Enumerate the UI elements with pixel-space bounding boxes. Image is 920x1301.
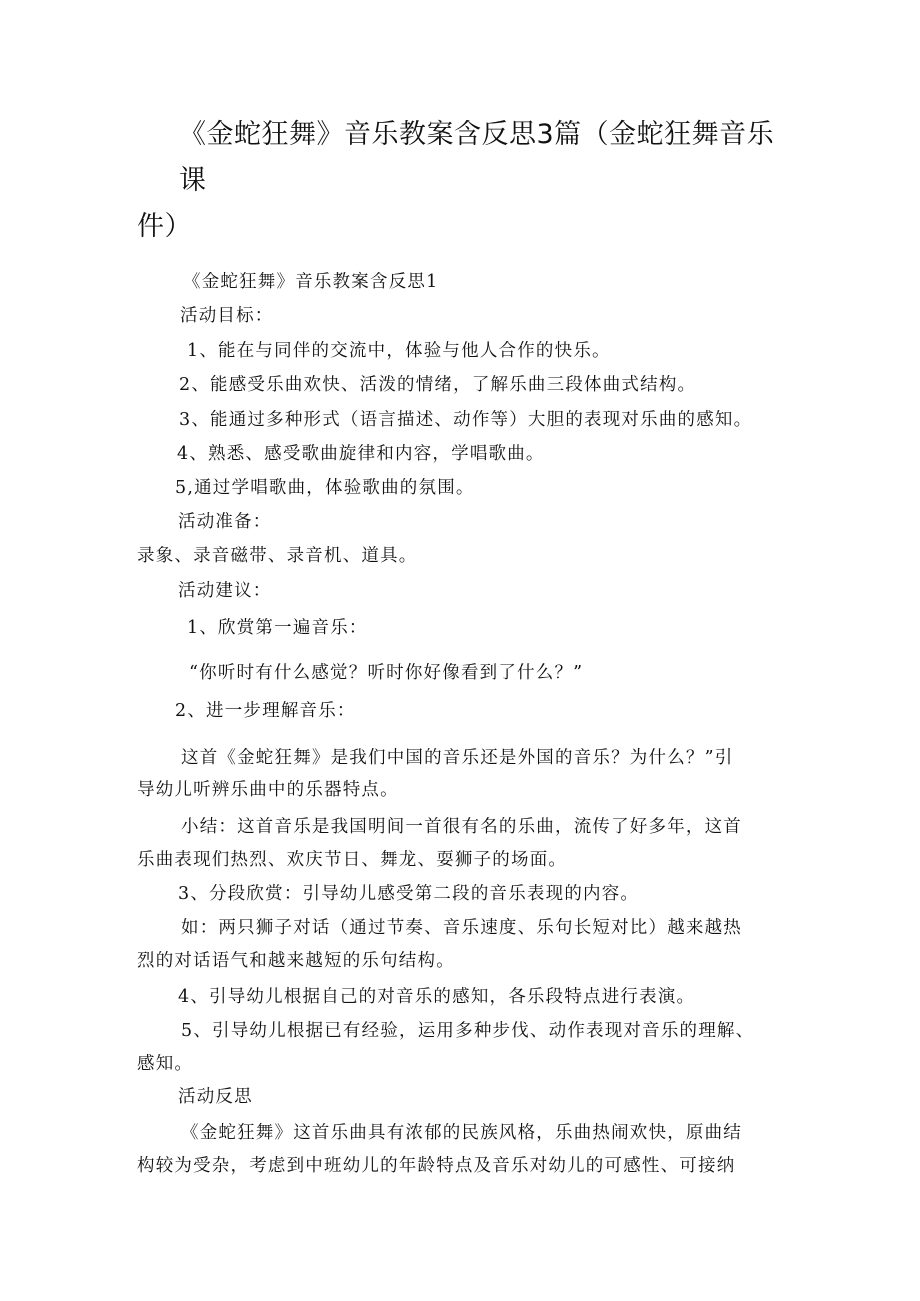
reflect-line-2: 构较为受杂，考虑到中班幼儿的年龄特点及音乐对幼儿的可感性、可接纳 (137, 1156, 736, 1176)
step-2: 2、进一步理解音乐： (175, 701, 356, 721)
suggest-heading: 活动建议： (178, 581, 272, 601)
step-1-quote: “你听时有什么感觉？听时你好像看到了什么？” (189, 663, 584, 683)
step-3-text-line-2: 烈的对话语气和越来越短的乐句结构。 (137, 951, 455, 971)
step-5-line-1: 5、引导幼儿根据已有经验，运用多种步伐、动作表现对音乐的理解、 (181, 1021, 755, 1041)
goal-item: 3、能通过多种形式（语言描述、动作等）大胆的表现对乐曲的感知。 (179, 410, 753, 430)
summary-line-2: 乐曲表现们热烈、欢庆节日、舞龙、耍狮子的场面。 (137, 850, 568, 870)
step-2-text-line-1: 这首《金蛇狂舞》是我们中国的音乐还是外国的音乐？为什么？”引 (181, 748, 734, 768)
document-title (137, 112, 777, 250)
goal-item: 5,通过学唱歌曲，体验歌曲的氛围。 (175, 478, 475, 498)
goals-heading: 活动目标： (180, 306, 274, 326)
prep-heading: 活动准备： (178, 512, 272, 532)
step-1: 1、欣赏第一遍音乐： (187, 618, 368, 638)
reflect-heading: 活动反思 (178, 1087, 253, 1107)
goal-item: 1、能在与同伴的交流中，体验与他人合作的快乐。 (187, 341, 611, 361)
goal-item: 2、能感受乐曲欢快、活泼的情绪，了解乐曲三段体曲式结构。 (179, 375, 697, 395)
reflect-line-1: 《金蛇狂舞》这首乐曲具有浓郁的民族风格，乐曲热闹欢快，原曲结 (181, 1123, 742, 1143)
goal-item: 4、熟悉、感受歌曲旋律和内容，学唱歌曲。 (177, 444, 545, 464)
step-2-text-line-2: 导幼儿听辨乐曲中的乐器特点。 (137, 780, 399, 800)
step-3: 3、分段欣赏：引导幼儿感受第二段的音乐表现的内容。 (178, 884, 640, 904)
title-line-2: 件） (137, 211, 192, 242)
summary-line-1: 小结：这首音乐是我国明间一首很有名的乐曲，流传了好多年，这首 (181, 817, 742, 837)
title-line-1: 《金蛇狂舞》音乐教案含反思3篇（金蛇狂舞音乐课 (179, 119, 775, 196)
section-heading: 《金蛇狂舞》音乐教案含反思1 (183, 272, 439, 292)
prep-text: 录象、录音磁带、录音机、道具。 (137, 546, 418, 566)
step-4: 4、引导幼儿根据自己的对音乐的感知，各乐段特点进行表演。 (178, 987, 696, 1007)
step-5-line-2: 感知。 (137, 1054, 194, 1074)
step-3-text-line-1: 如：两只狮子对话（通过节奏、音乐速度、乐句长短对比）越来越热 (181, 918, 742, 938)
